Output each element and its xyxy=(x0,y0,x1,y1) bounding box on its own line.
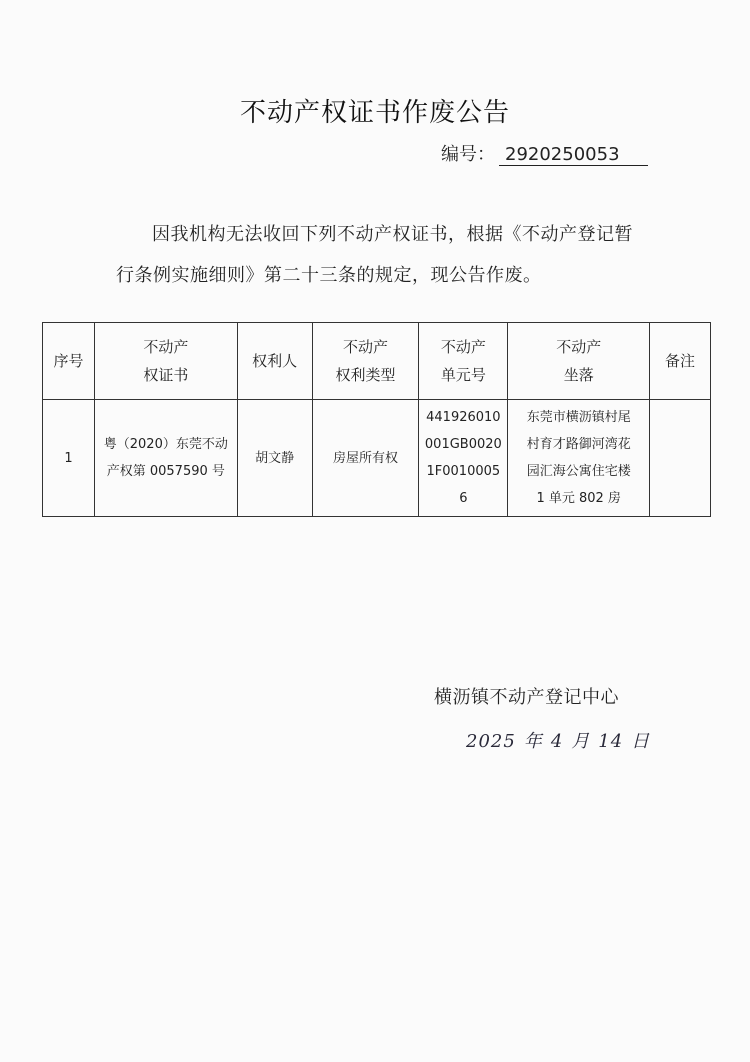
date-year: 2025 xyxy=(466,731,516,752)
date-day: 14 xyxy=(598,731,624,752)
cell-seq: 1 xyxy=(43,400,95,517)
cell-unit-number: 441926010 001GB0020 1F0010005 6 xyxy=(419,400,508,517)
header-right-type: 不动产 权利类型 xyxy=(312,323,419,400)
page-title: 不动产权证书作废公告 xyxy=(239,98,510,128)
date-month-char: 月 xyxy=(571,731,591,752)
date-month: 4 xyxy=(550,731,564,752)
header-holder: 权利人 xyxy=(237,323,312,400)
cell-location: 东莞市横沥镇村尾 村育才路御河湾花 园汇海公寓住宅楼 1 单元 802 房 xyxy=(508,400,650,517)
document-number-value: 2920250053 xyxy=(499,144,648,166)
cell-certificate: 粤（2020）东莞不动 产权第 0057590 号 xyxy=(94,400,237,517)
document-number-label: 编号： xyxy=(441,144,495,165)
cell-remark xyxy=(650,400,711,517)
header-location: 不动产 坐落 xyxy=(508,323,650,400)
header-unit-number: 不动产 单元号 xyxy=(419,323,508,400)
issuer-signature: 横沥镇不动产登记中心 xyxy=(434,687,619,708)
table-row xyxy=(43,400,711,517)
cell-right-type: 房屋所有权 xyxy=(312,400,419,517)
header-certificate: 不动产 权证书 xyxy=(94,323,237,400)
document-number xyxy=(441,140,648,166)
date-year-char: 年 xyxy=(523,731,543,752)
cell-holder: 胡文静 xyxy=(237,400,312,517)
table-header-row xyxy=(43,323,711,400)
header-seq: 序号 xyxy=(43,323,95,400)
issue-date xyxy=(466,727,658,753)
announcement-body: 因我机构无法收回下列不动产权证书，根据《不动产登记暂行条例实施细则》第二十三条的规定，现公告作废。 xyxy=(116,224,633,286)
date-day-char: 日 xyxy=(631,731,651,752)
header-remark: 备注 xyxy=(650,323,711,400)
certificate-table xyxy=(42,322,711,517)
